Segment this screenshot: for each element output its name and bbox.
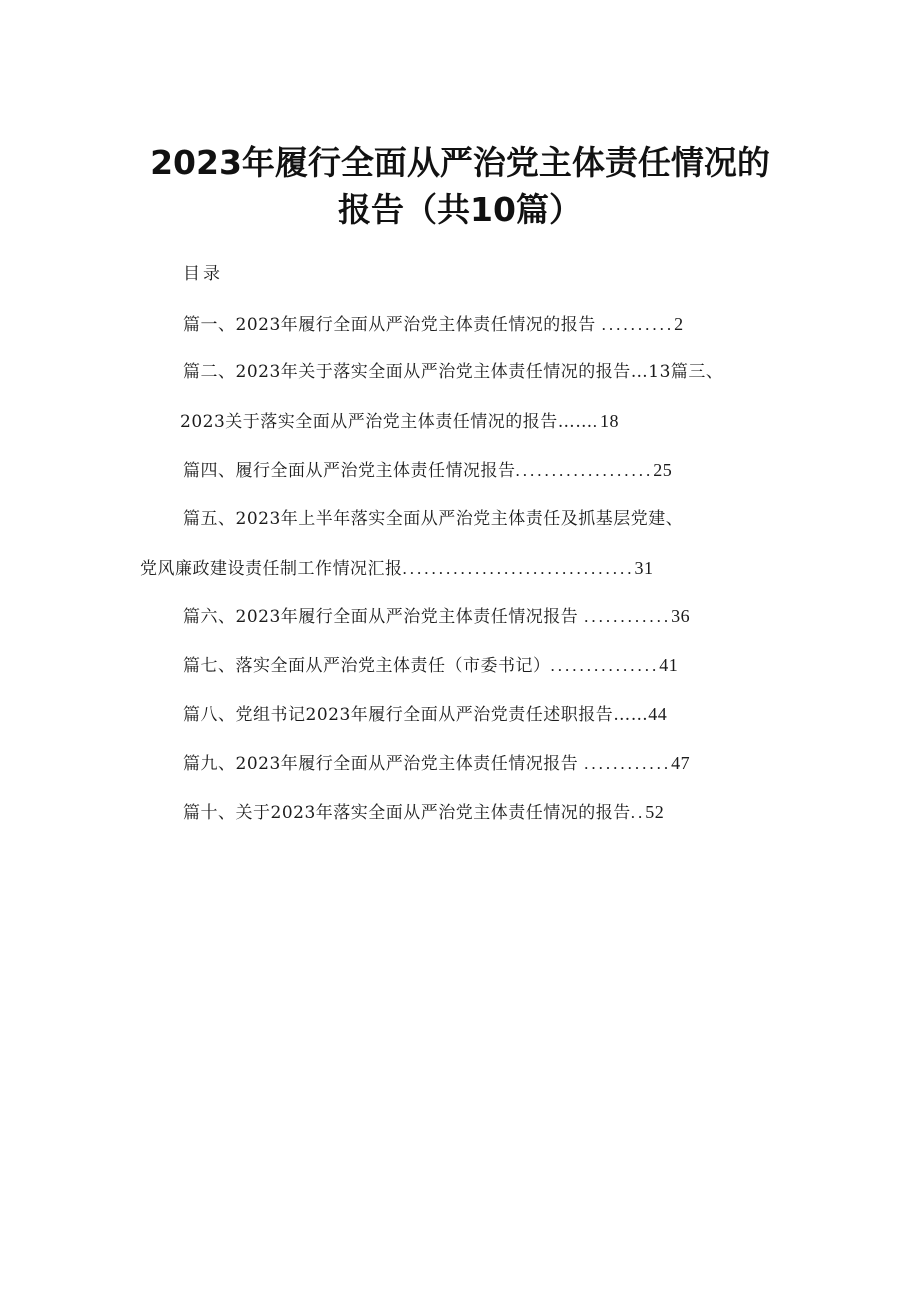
toc-entry-4	[183, 458, 672, 483]
toc-entry-page: 2	[674, 314, 684, 334]
toc-entry-leader: .	[592, 412, 601, 431]
document-title-line-1: 2023年履行全面从严治党主体责任情况的	[150, 143, 770, 182]
toc-entry-leader: ............	[584, 754, 672, 773]
toc-entry-9	[183, 751, 690, 776]
toc-entry-page: 31	[634, 558, 654, 578]
document-title-line-2: 报告（共10篇）	[338, 190, 582, 229]
toc-entry-text: 篇十、关于2023年落实全面从严治党主体责任情况的报告	[183, 803, 631, 823]
toc-entry-leader: ...............	[550, 656, 660, 675]
toc-entry-page: 41	[659, 655, 679, 675]
toc-entry-3-continued	[180, 409, 619, 434]
toc-entry-leader: ............	[584, 607, 672, 626]
toc-entry-page: 36	[671, 606, 691, 626]
toc-entry-text: 篇八、党组书记2023年履行全面从严治党责任述职报告……	[183, 705, 649, 725]
toc-entry-1	[183, 312, 684, 337]
toc-entry-8	[183, 702, 667, 727]
toc-entry-leader: ..........	[601, 315, 675, 334]
toc-entry-text: 篇九、2023年履行全面从严治党主体责任情况报告	[183, 754, 579, 774]
toc-entry-text: 篇五、2023年上半年落实全面从严治党主体责任及抓基层党建、	[183, 509, 684, 529]
toc-entry-5-continued	[140, 556, 654, 581]
toc-heading: 目录	[183, 264, 223, 284]
toc-entry-text: 党风廉政建设责任制工作情况汇报	[140, 559, 403, 579]
toc-entry-2	[183, 360, 723, 384]
toc-entry-5	[183, 507, 683, 531]
toc-entry-text: 篇二、2023年关于落实全面从严治党主体责任情况的报告…13篇三、	[183, 362, 724, 382]
toc-entry-text: 篇一、2023年履行全面从严治党主体责任情况的报告	[183, 315, 596, 335]
toc-entry-leader: ..	[630, 803, 646, 822]
toc-entry-text: 篇四、履行全面从严治党主体责任情况报告	[183, 461, 516, 481]
toc-entry-text: 篇七、落实全面从严治党主体责任（市委书记）	[183, 656, 551, 676]
toc-entry-page: 44	[648, 704, 668, 724]
toc-entry-page: 18	[600, 411, 620, 431]
toc-entry-text: 2023关于落实全面从严治党主体责任情况的报告……	[180, 412, 593, 432]
toc-entry-page: 25	[653, 460, 673, 480]
toc-entry-10	[183, 800, 664, 825]
toc-entry-page: 52	[645, 802, 665, 822]
toc-entry-leader: ...................	[515, 461, 654, 480]
toc-entry-leader: ................................	[402, 559, 635, 578]
toc-entry-7	[183, 653, 678, 678]
toc-entry-text: 篇六、2023年履行全面从严治党主体责任情况报告	[183, 607, 579, 627]
toc-entry-6	[183, 604, 690, 629]
toc-entry-page: 47	[671, 753, 691, 773]
